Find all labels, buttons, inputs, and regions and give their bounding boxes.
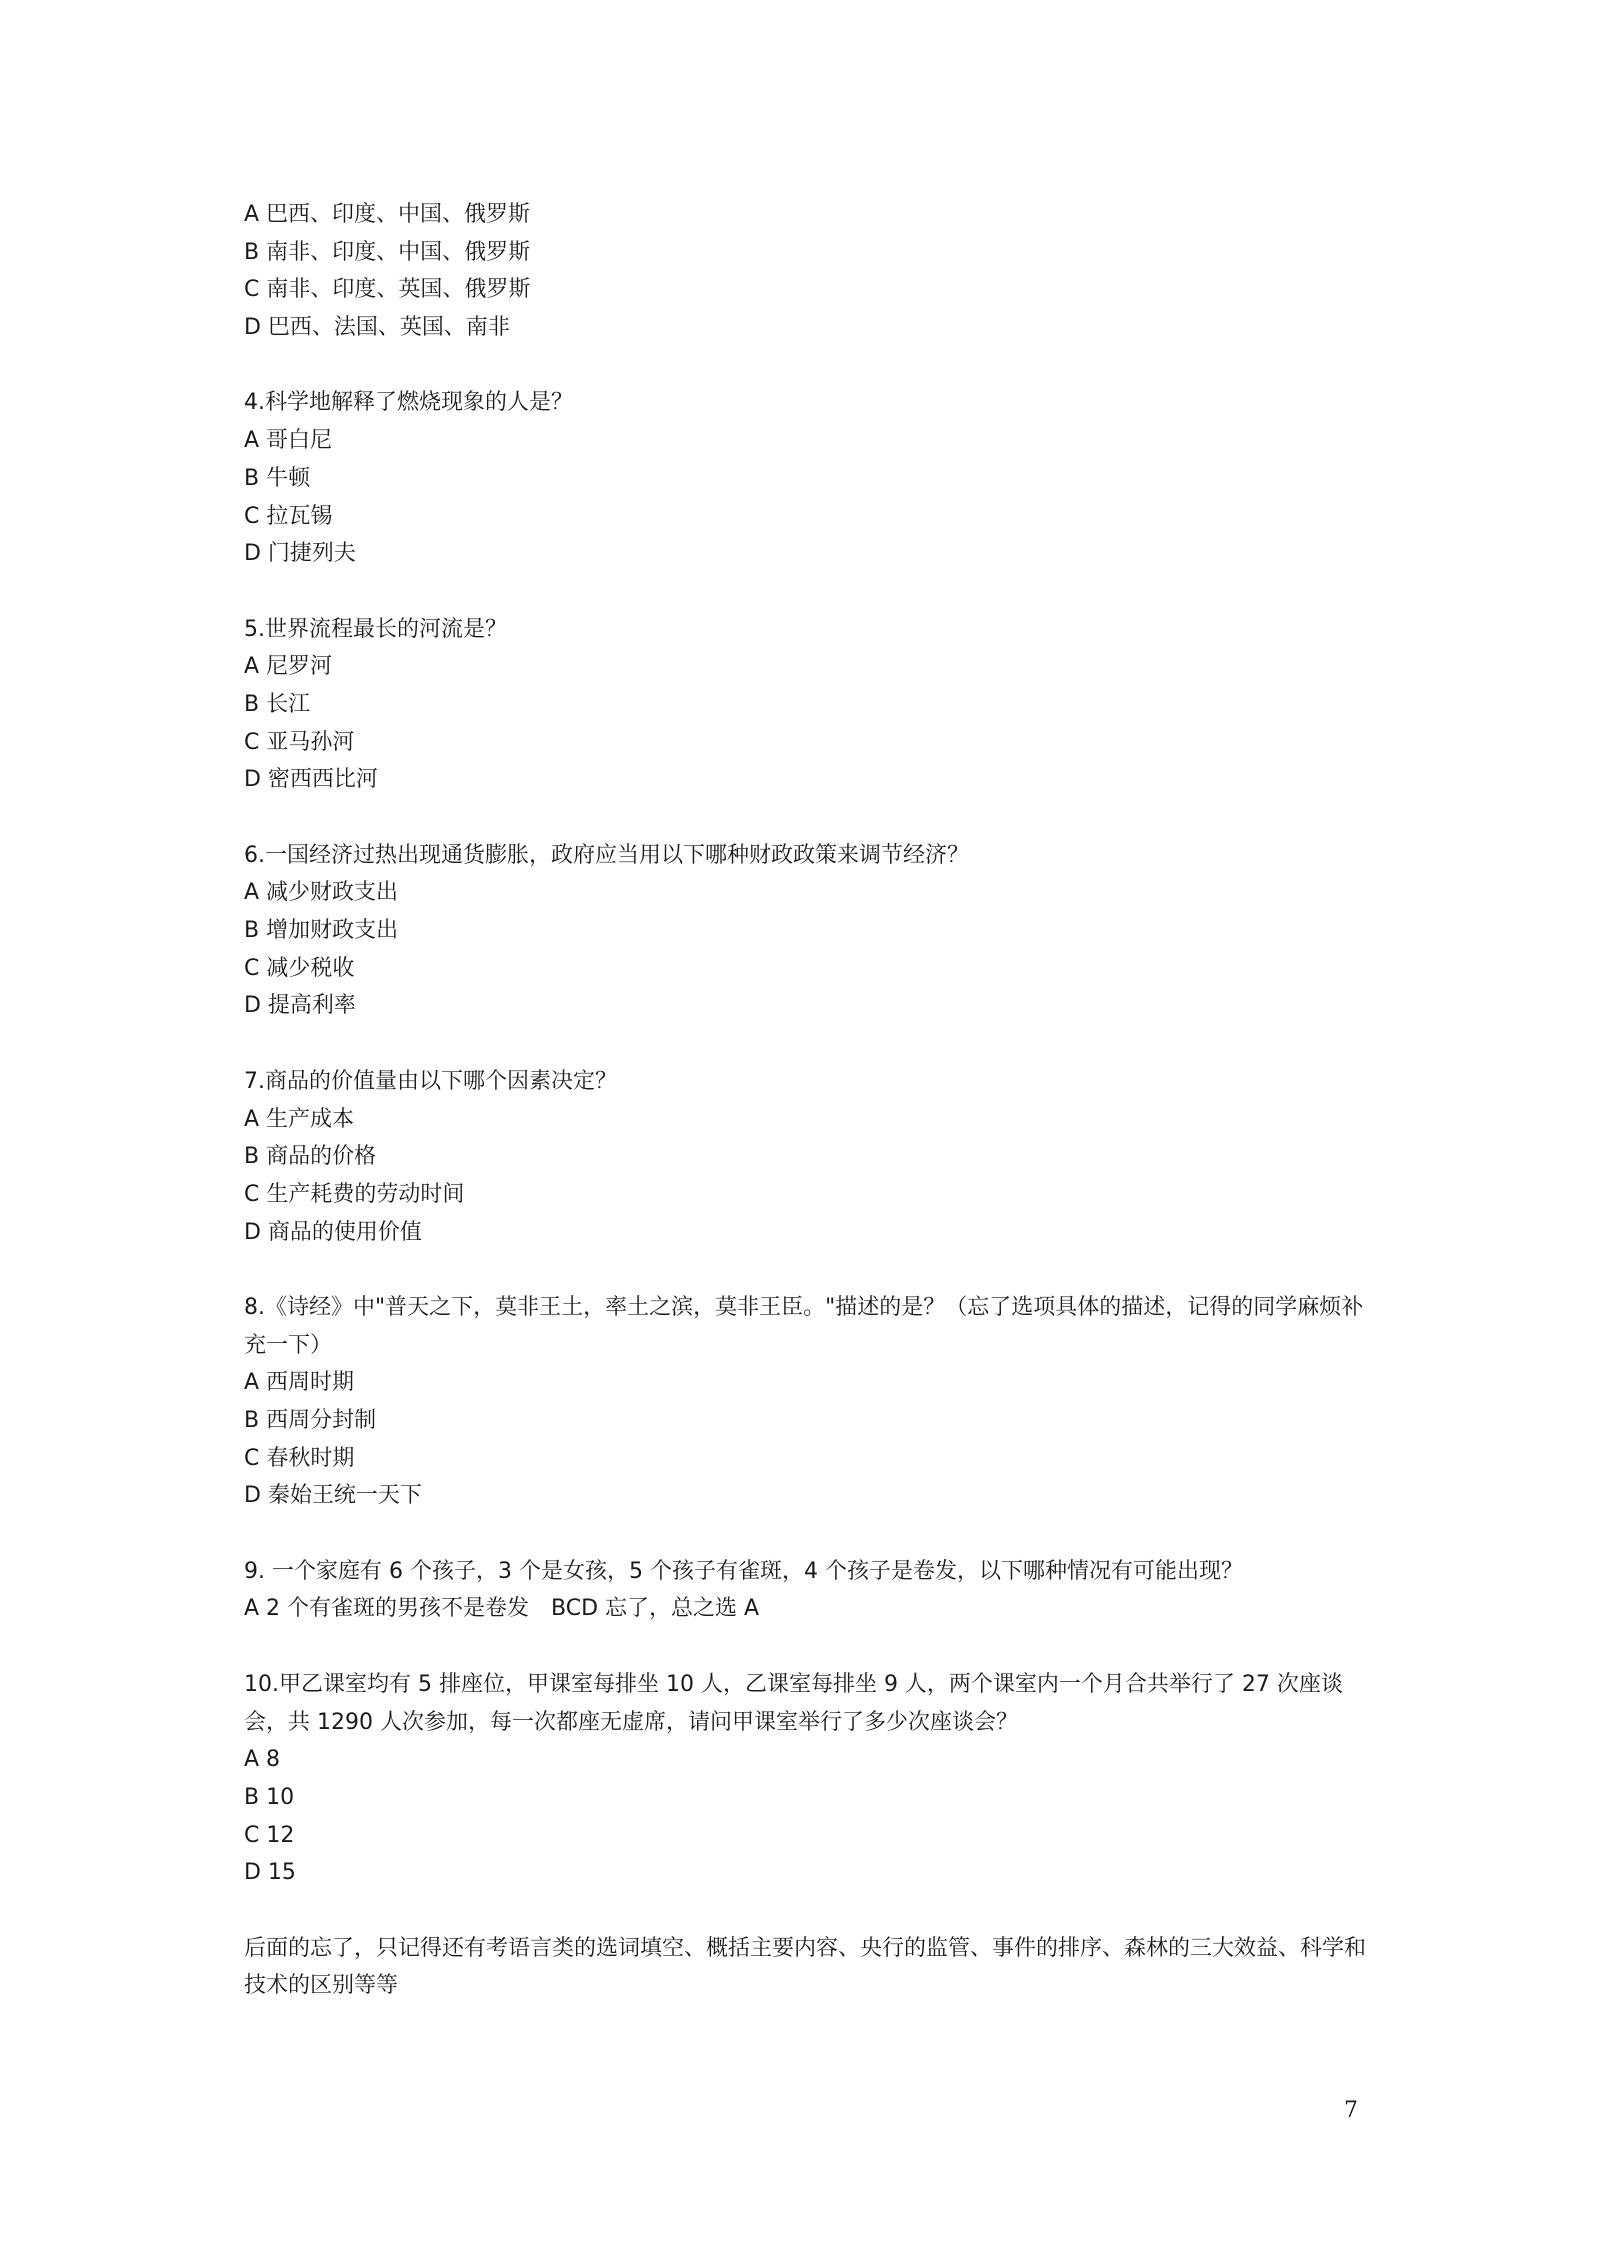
option-q3-d: D 巴西、法国、英国、南非 [244, 315, 510, 341]
option-q7-d: D 商品的使用价值 [244, 1219, 422, 1245]
question-5-text: 5.世界流程最长的河流是？ [244, 616, 507, 642]
option-q10-c: C 12 [244, 1822, 295, 1848]
option-q3-b: B 南非、印度、中国、俄罗斯 [244, 239, 531, 265]
question-4-text: 4.科学地解释了燃烧现象的人是？ [244, 390, 573, 416]
option-q7-c: C 生产耗费的劳动时间 [244, 1181, 465, 1207]
option-q7-b: B 商品的价格 [244, 1144, 377, 1170]
option-q4-b: B 牛顿 [244, 465, 311, 491]
option-q3-c: C 南非、印度、英国、俄罗斯 [244, 277, 531, 303]
option-q5-d: D 密西西比河 [244, 767, 378, 793]
question-7-text: 7.商品的价值量由以下哪个因素决定？ [244, 1068, 617, 1094]
question-9-text: 9. 一个家庭有 6 个孩子，3 个是女孩，5 个孩子有雀斑，4 个孩子是卷发，以下哪种情况有可能出现？ [244, 1558, 1243, 1584]
option-q6-d: D 提高利率 [244, 993, 356, 1019]
option-q5-c: C 亚马孙河 [244, 729, 355, 755]
question-9 [244, 1553, 1374, 1628]
page-number: 7 [1344, 2098, 1358, 2123]
option-q10-d: D 15 [244, 1860, 296, 1886]
option-q10-b: B 10 [244, 1784, 295, 1810]
option-q4-a: A 哥白尼 [244, 428, 333, 454]
option-q10-a: A 8 [244, 1747, 281, 1773]
closing-note: 后面的忘了，只记得还有考语言类的选词填空、概括主要内容、央行的监管、事件的排序、森林的三大效益、科学和技术的区别等等 [244, 1935, 1367, 1999]
question-8 [244, 1289, 1374, 1515]
document-body [244, 196, 1374, 2005]
question-5 [244, 611, 1374, 799]
option-q8-c: C 春秋时期 [244, 1445, 355, 1471]
question-6-text: 6.一国经济过热出现通货膨胀，政府应当用以下哪种财政政策来调节经济？ [244, 842, 969, 868]
question-6 [244, 837, 1374, 1025]
option-q5-b: B 长江 [244, 691, 311, 717]
q3-options [244, 196, 1374, 347]
option-q6-a: A 减少财政支出 [244, 880, 399, 906]
question-9-answer: A 2 个有雀斑的男孩不是卷发 BCD 忘了，总之选 A [244, 1596, 760, 1622]
option-q6-b: B 增加财政支出 [244, 918, 399, 944]
question-4 [244, 384, 1374, 572]
option-q5-a: A 尼罗河 [244, 654, 333, 680]
option-q3-a: A 巴西、印度、中国、俄罗斯 [244, 202, 531, 227]
question-10 [244, 1666, 1374, 1892]
question-10-text: 10.甲乙课室均有 5 排座位，甲课室每排坐 10 人，乙课室每排坐 9 人，两个课室内一个月合共举行了 27 次座谈会，共 1290 人次参加，每一次都座无虚席，请问甲课室举行了多少次座谈会？ [244, 1671, 1343, 1735]
option-q4-c: C 拉瓦锡 [244, 503, 333, 529]
option-q8-a: A 西周时期 [244, 1370, 355, 1396]
option-q8-d: D 秦始王统一天下 [244, 1483, 422, 1509]
question-8-text: 8.《诗经》中"普天之下，莫非王土，率土之滨，莫非王臣。"描述的是？（忘了选项具体的描述，记得的同学麻烦补充一下） [244, 1294, 1364, 1358]
option-q8-b: B 西周分封制 [244, 1408, 377, 1434]
option-q7-a: A 生产成本 [244, 1106, 355, 1132]
option-q6-c: C 减少税收 [244, 955, 355, 981]
question-7 [244, 1063, 1374, 1251]
option-q4-d: D 门捷列夫 [244, 541, 356, 567]
